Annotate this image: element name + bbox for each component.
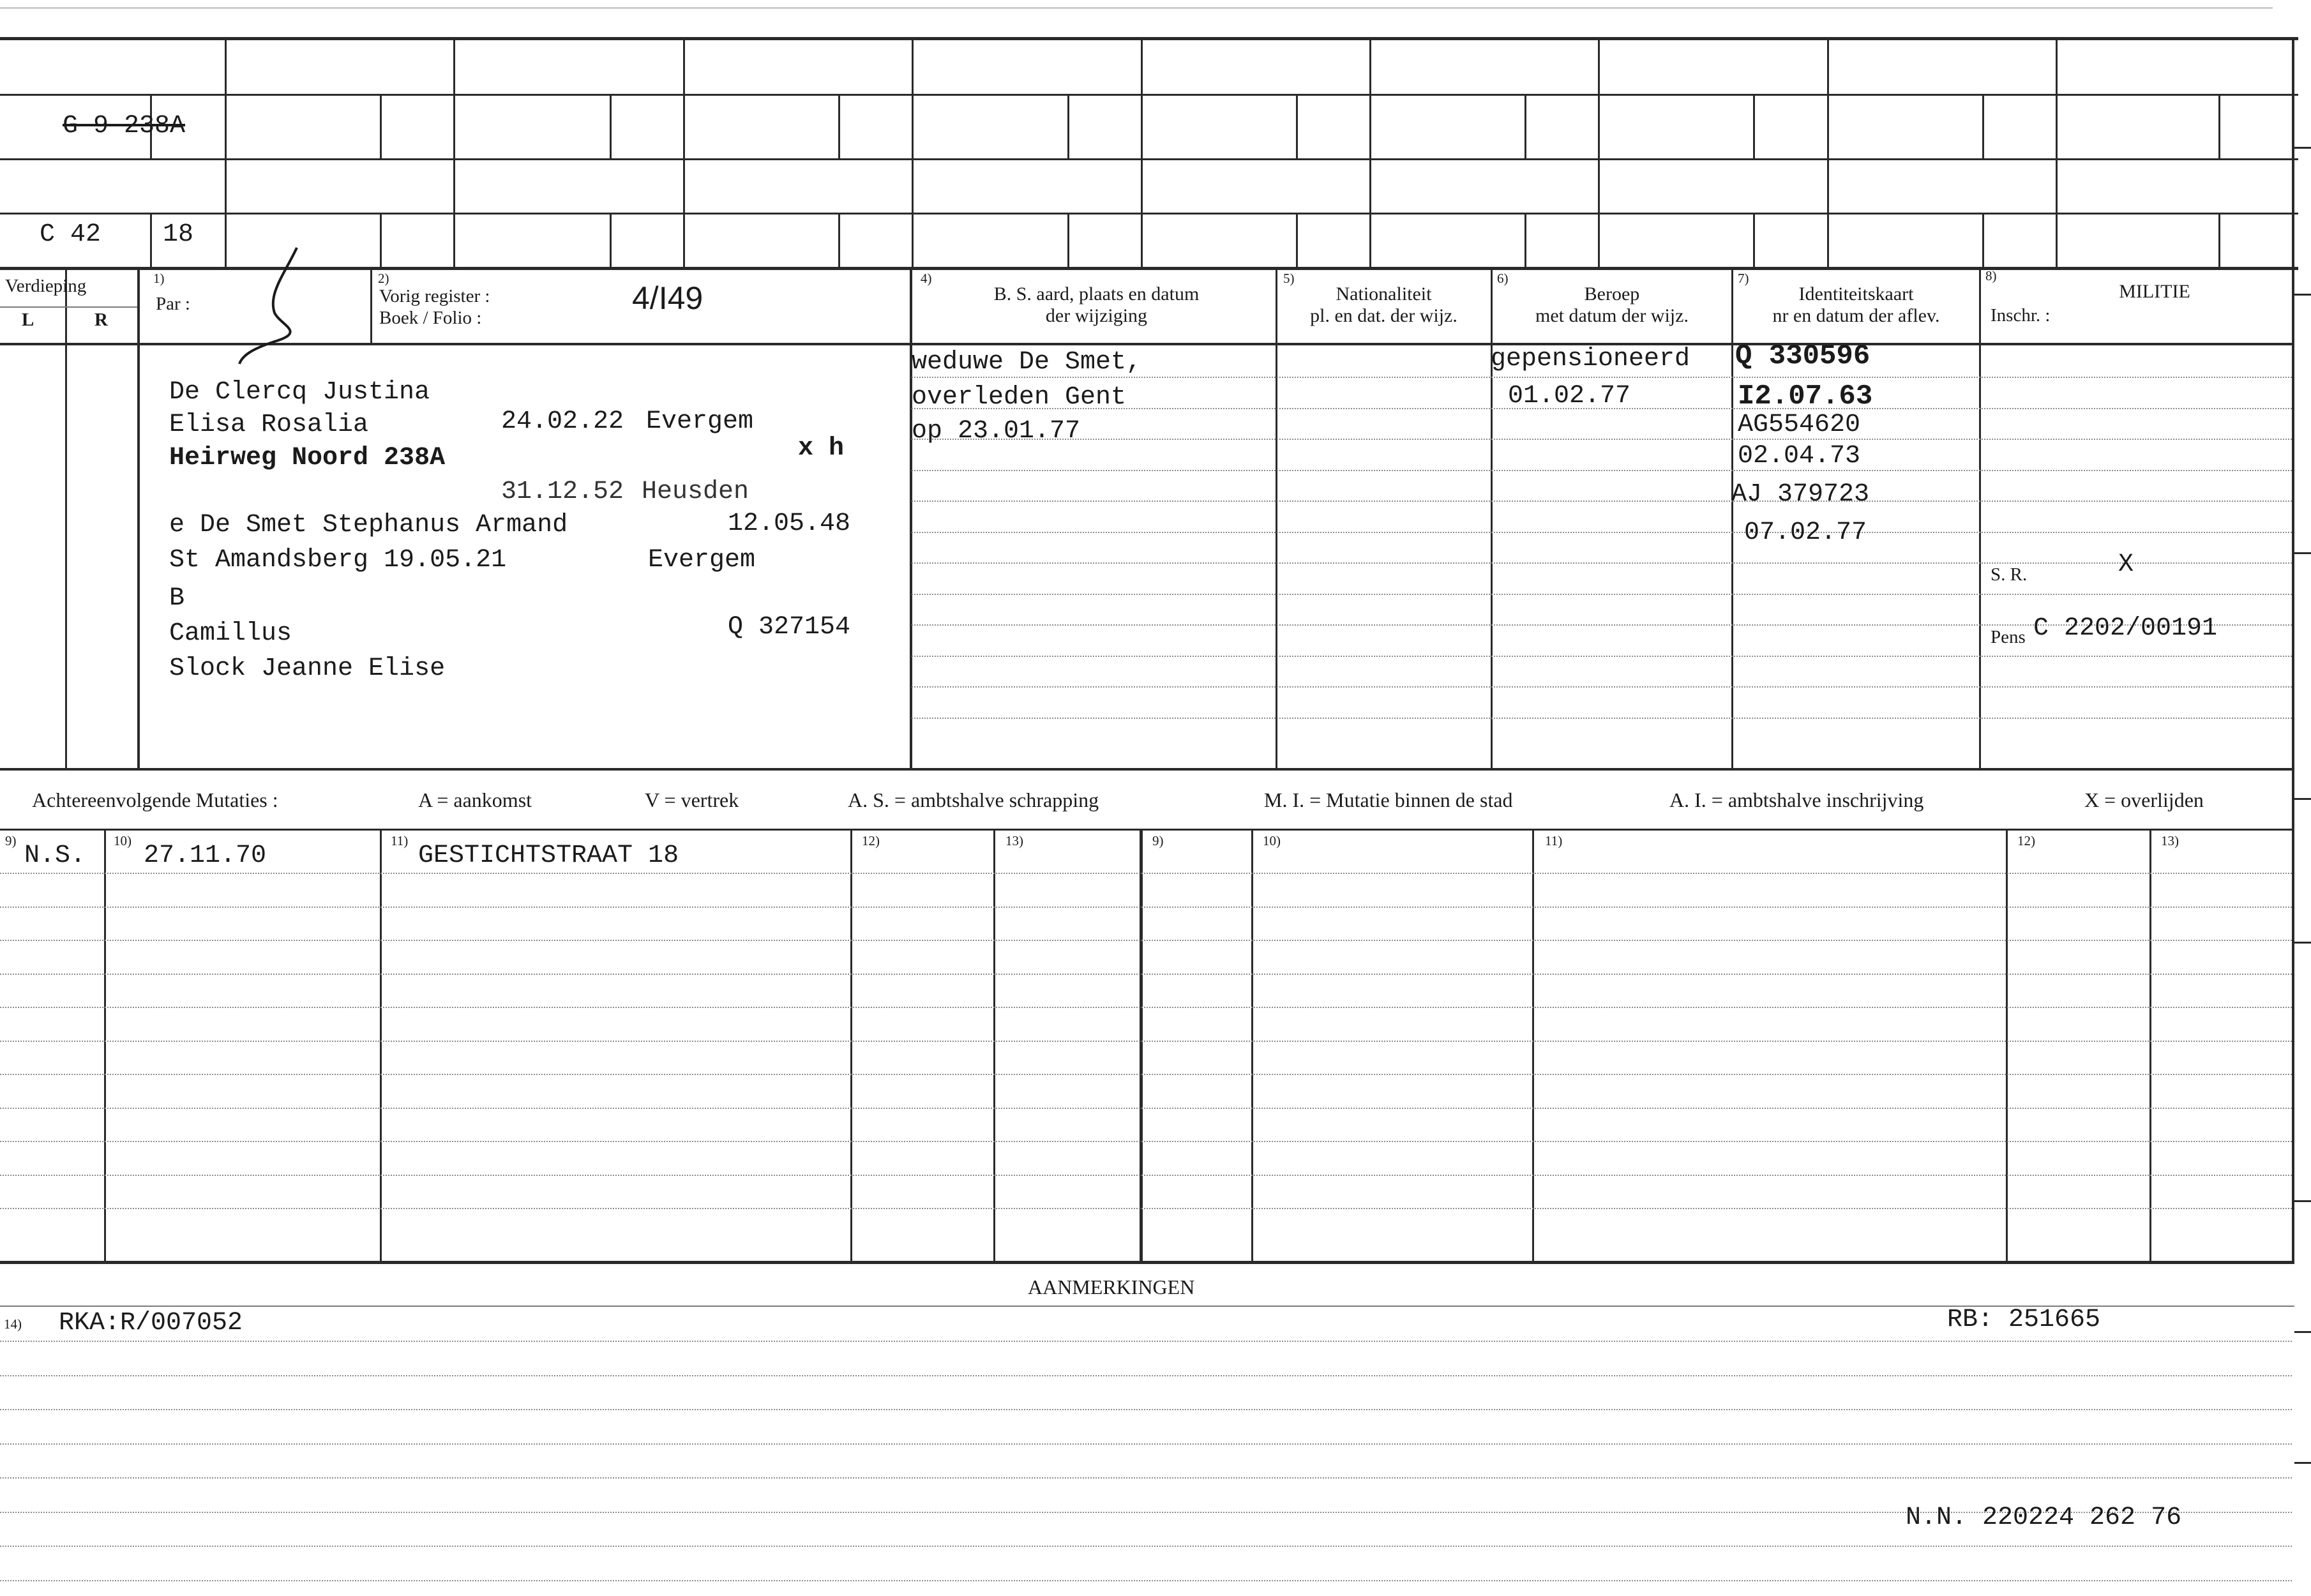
mutation-address: GESTICHTSTRAAT 18 — [418, 841, 679, 870]
mut-left-11: 11) — [391, 833, 409, 848]
ruling-line — [912, 532, 2292, 533]
reference-letter: C 42 — [40, 220, 102, 249]
ruling-line — [0, 1074, 2292, 1075]
status-mark: x h — [798, 434, 845, 463]
ruling-line — [0, 907, 2292, 908]
marriage-place: Evergem — [648, 546, 756, 575]
mut-left-12: 12) — [862, 833, 880, 848]
ruling-line — [0, 974, 2292, 975]
col5-number: 5) — [1283, 271, 1295, 286]
mut-left-9: 9) — [5, 833, 17, 848]
person-line-6: B — [169, 584, 185, 613]
ruling-line — [0, 1141, 2292, 1142]
identiteit-header-line1: Identiteitskaart — [1798, 283, 1914, 305]
mut-right-13: 13) — [2161, 833, 2179, 848]
mut-right-11: 11) — [1545, 833, 1563, 848]
legend-title: Achtereenvolgende Mutaties : — [32, 788, 278, 811]
bs-line-1: weduwe De Smet, — [912, 348, 1142, 377]
col6-number: 6) — [1497, 271, 1509, 286]
remarks-rb: RB: 251665 — [1947, 1306, 2101, 1334]
col4-number: 4) — [921, 271, 932, 286]
ruling-line — [0, 1546, 2292, 1547]
remarks-number: 14) — [4, 1316, 22, 1332]
id-card-3: AJ 379723 — [1731, 480, 1870, 509]
ruling-line — [912, 501, 2292, 502]
mut-right-10: 10) — [1263, 833, 1281, 848]
remarks-title: AANMERKINGEN — [1028, 1276, 1195, 1299]
birth-place: Evergem — [646, 407, 754, 436]
nationaliteit-header-line2: pl. en dat. der wijz. — [1310, 305, 1457, 326]
bs-header-line1: B. S. aard, plaats en datum — [993, 283, 1200, 305]
beroep-header-line1: Beroep — [1584, 283, 1640, 305]
ruling-line — [0, 1341, 2292, 1342]
ruling-line — [912, 594, 2292, 595]
mut-left-13: 13) — [1005, 833, 1023, 848]
bs-line-3: op 23.01.77 — [912, 417, 1081, 446]
person-line-4: e De Smet Stephanus Armand — [169, 511, 568, 539]
ruling-line — [0, 940, 2292, 941]
identiteit-header-line2: nr en datum der aflev. — [1772, 305, 1940, 326]
spouse-id: Q 327154 — [728, 613, 851, 642]
beroep-date: 01.02.77 — [1508, 382, 1631, 410]
beroep-value: gepensioneerd — [1491, 345, 1690, 373]
ruling-line — [0, 1175, 2292, 1176]
id-card-1-date: I2.07.63 — [1738, 380, 1873, 412]
ruling-line — [0, 1375, 2292, 1376]
col2-number: 2) — [378, 271, 389, 286]
verdieping-l: L — [22, 310, 34, 330]
reference-number: 18 — [163, 220, 194, 249]
person-line-7: Camillus — [169, 619, 292, 648]
pens-label: Pens — [1991, 627, 2026, 647]
boek-folio-label: Boek / Folio : — [379, 308, 482, 328]
ruling-line — [0, 1108, 2292, 1109]
ruling-line — [0, 1041, 2292, 1042]
death-place: Heusden — [642, 478, 749, 506]
par-label: Par : — [156, 294, 190, 314]
person-line-8: Slock Jeanne Elise — [169, 654, 446, 683]
ruling-line — [0, 1477, 2292, 1479]
person-line-3: Heirweg Noord 238A — [169, 444, 446, 472]
verdieping-r: R — [94, 310, 108, 330]
mut-right-9: 9) — [1152, 833, 1164, 848]
nationaliteit-header-line1: Nationaliteit — [1336, 283, 1432, 305]
par-pen-stroke — [236, 243, 313, 370]
verdieping-label: Verdieping — [5, 276, 87, 296]
ruling-line — [0, 1409, 2292, 1410]
vorig-register-label: Vorig register : — [379, 286, 490, 306]
col8-number: 8) — [1985, 268, 1997, 283]
ruling-line — [912, 718, 2292, 719]
ruling-line — [0, 873, 2292, 874]
marriage-date: 12.05.48 — [728, 509, 851, 538]
mutation-code: N.S. — [24, 841, 86, 870]
sr-label: S. R. — [1991, 564, 2028, 585]
ruling-line — [912, 377, 2292, 378]
ruling-line — [0, 1580, 2292, 1581]
mut-left-10: 10) — [114, 833, 132, 848]
person-line-5: St Amandsberg 19.05.21 — [169, 546, 507, 575]
bs-line-2: overleden Gent — [912, 383, 1127, 412]
col1-number: 1) — [153, 271, 165, 286]
legend-ai: A. I. = ambtshalve inschrijving — [1669, 788, 1924, 811]
bs-header-line2: der wijziging — [1045, 305, 1148, 326]
legend-arrival: A = aankomst — [418, 788, 532, 811]
remarks-nn: N.N. 220224 262 76 — [1906, 1503, 2182, 1532]
remarks-rka: RKA:R/007052 — [59, 1309, 243, 1337]
birth-date: 24.02.22 — [501, 407, 624, 436]
ruling-line — [912, 656, 2292, 657]
col7-number: 7) — [1738, 271, 1749, 286]
inschr-label: Inschr. : — [1991, 305, 2051, 326]
vorig-register-value: 4/I49 — [632, 280, 704, 316]
ruling-line — [0, 1208, 2292, 1209]
pens-value: C 2202/00191 — [2033, 614, 2218, 643]
beroep-header-line2: met datum der wijz. — [1535, 305, 1689, 326]
death-date: 31.12.52 — [501, 478, 624, 506]
mut-right-12: 12) — [2017, 833, 2035, 848]
person-line-2: Elisa Rosalia — [169, 410, 369, 439]
old-reference: G 9 238A — [63, 112, 186, 140]
legend-mi: M. I. = Mutatie binnen de stad — [1264, 788, 1513, 811]
id-card-1: Q 330596 — [1735, 340, 1871, 372]
legend-departure: V = vertrek — [645, 788, 739, 811]
ruling-line — [0, 1007, 2292, 1008]
legend-as: A. S. = ambtshalve schrapping — [848, 788, 1099, 811]
id-card-2-date: 02.04.73 — [1738, 442, 1861, 471]
ruling-line — [912, 562, 2292, 564]
id-card-3-date: 07.02.77 — [1744, 518, 1867, 547]
legend-death: X = overlijden — [2084, 788, 2204, 811]
person-line-1: De Clercq Justina — [169, 378, 430, 407]
id-card-2: AG554620 — [1738, 410, 1861, 439]
mutation-date: 27.11.70 — [144, 841, 267, 870]
militie-header: MILITIE — [2119, 281, 2190, 302]
ruling-line — [0, 1443, 2292, 1445]
ruling-line — [912, 686, 2292, 688]
sr-value: X — [2118, 550, 2134, 579]
ruling-line — [912, 470, 2292, 471]
ruling-line — [912, 439, 2292, 440]
